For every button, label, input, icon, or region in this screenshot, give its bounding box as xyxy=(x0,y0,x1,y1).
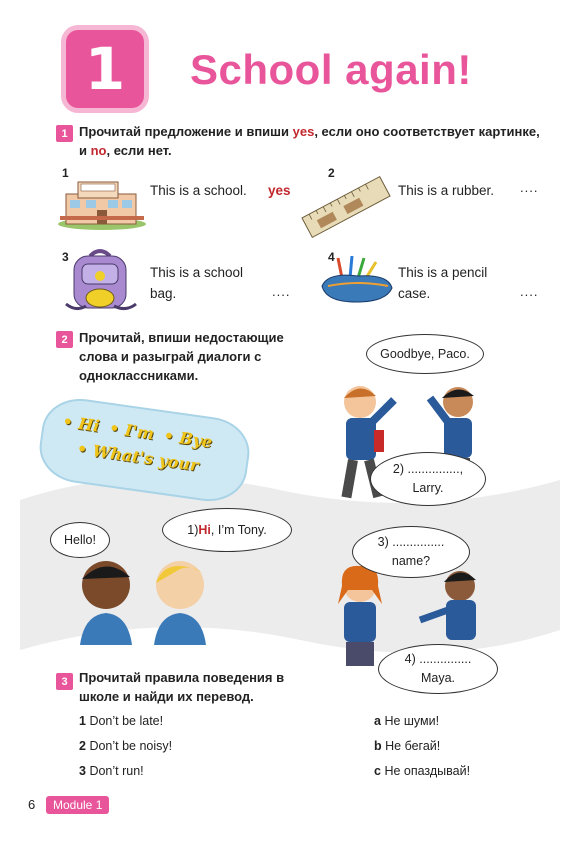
speech-bubble-1: 1) Hi , I’m Tony. xyxy=(162,508,292,552)
exercise-2-number: 2 xyxy=(56,331,73,348)
pencil-case-image xyxy=(318,256,394,306)
item-3-number: 3 xyxy=(62,250,69,264)
item-1-number: 1 xyxy=(62,166,69,180)
exercise-3-number: 3 xyxy=(56,673,73,690)
item-3-text-line1: This is a school xyxy=(150,265,244,280)
translation-b: b Не бегай! xyxy=(374,739,441,753)
rule-2: 2 Don’t be noisy! xyxy=(79,739,173,753)
yes-word: yes xyxy=(292,124,315,139)
boys-greeting-illustration xyxy=(70,555,220,645)
word-im: • I'm xyxy=(107,418,156,444)
item-4-text-line1: This is a pencil xyxy=(398,265,488,280)
speech-bubble-4 xyxy=(378,644,498,694)
item-1-answer: yes xyxy=(268,183,291,198)
answer-hi: Hi xyxy=(198,522,211,537)
exercise-3-instruction: Прочитай правила поведения в школе и найди их перевод. xyxy=(79,670,285,704)
exercise-1-number: 1 xyxy=(56,125,73,142)
item-3-text-line2: bag. xyxy=(150,286,177,301)
no-word: no xyxy=(90,143,107,158)
item-4-answer: .... xyxy=(520,284,539,299)
speech-bubble-hello: Hello! xyxy=(50,522,110,558)
school-building-image xyxy=(56,176,148,230)
module-label: Module 1 xyxy=(46,796,109,814)
bubble-3-line2: name? xyxy=(391,554,431,568)
item-3-answer: .... xyxy=(272,284,291,299)
speech-bubble-goodbye: Goodbye, Paco. xyxy=(366,334,484,374)
translation-c: c Не опаздывай! xyxy=(374,764,471,778)
school-bag-image xyxy=(62,246,140,320)
word-whats-your: • What's your xyxy=(75,438,200,475)
exercise-1-instruction: Прочитай предложение и впиши yes, если оно соответствует картинке, и no, если нет. xyxy=(79,124,540,158)
page-number: 6 xyxy=(28,797,36,812)
translation-a: a Не шуми! xyxy=(374,714,440,728)
item-4-number: 4 xyxy=(328,250,335,264)
bubble-2-line2: Larry. xyxy=(412,481,444,495)
bubble-3-line1: 3) ............... xyxy=(377,535,445,549)
exercise-2-instruction: Прочитай, впиши недостающие слова и разыграй диалоги с одноклассниками. xyxy=(79,330,284,383)
bubble-4-line2: Maya. xyxy=(420,671,456,685)
word-hi: • Hi xyxy=(61,411,101,436)
bubble-2-line1: 2) ..............., xyxy=(392,462,464,476)
unit-number-badge xyxy=(66,30,144,108)
word-bye: • Bye xyxy=(162,425,214,452)
item-4-text-line2: case. xyxy=(398,286,431,301)
rule-3: 3 Don’t run! xyxy=(79,764,144,778)
bubble-4-line1: 4) ............... xyxy=(404,652,472,666)
unit-number: 1 xyxy=(84,35,126,103)
ruler-rubber-image xyxy=(300,172,392,242)
item-2-number: 2 xyxy=(328,166,335,180)
page-title: School again! xyxy=(190,46,472,93)
item-1-text: This is a school. xyxy=(150,183,247,198)
speech-bubble-3 xyxy=(352,526,470,578)
item-2-text: This is a rubber. xyxy=(398,183,495,198)
speech-bubble-2 xyxy=(370,452,486,506)
item-2-answer: .... xyxy=(520,180,539,195)
rule-1: 1 Don’t be late! xyxy=(79,714,164,728)
